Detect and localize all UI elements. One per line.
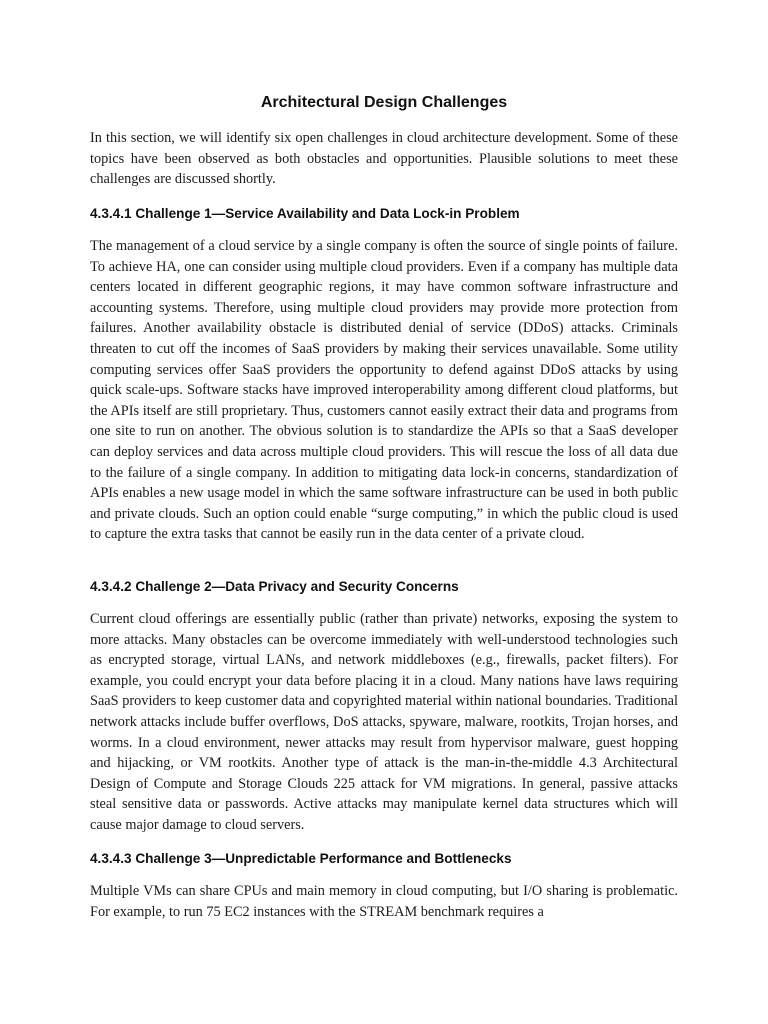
intro-paragraph: In this section, we will identify six open challenges in cloud architecture development. Some of these topics have been observed as both obstacles and opportunities. Plausible solutions to meet these challenges are discussed shortly. (90, 130, 678, 188)
section-heading-block (90, 577, 678, 597)
section-body-block (90, 236, 678, 545)
section-heading-challenge-1: 4.3.4.1 Challenge 1—Service Availability and Data Lock-in Problem (90, 206, 520, 221)
section-body-challenge-2: Current cloud offerings are essentially public (rather than private) networks, exposing the system to more attacks. Many obstacles can be overcome immediately with well-understood technologies such as encrypted storage, virtual LANs, and network middleboxes (e.g., firewalls, packet filters). For example, you could encrypt your data before placing it in a cloud. Many nations have laws requiring SaaS providers to keep customer data and copyrighted material within national boundaries. Traditional network attacks include buffer overflows, DoS attacks, spyware, malware, rootkits, Trojan horses, and worms. In a cloud environment, newer attacks may result from hypervisor malware, guest hopping and hijacking, or VM rootkits. Another type of attack is the man-in-the-middle 4.3 Architectural Design of Compute and Storage Clouds 225 attack for VM migrations. In general, passive attacks steal sensitive data or passwords. Active attacks may manipulate kernel data structures which will cause major damage to cloud servers. (90, 611, 678, 833)
section-body-challenge-1: The management of a cloud service by a single company is often the source of single points of failure. To achieve HA, one can consider using multiple cloud providers. Even if a company has multiple data centers located in different geographic regions, it may have common software infrastructure and accounting systems. Therefore, using multiple cloud providers may provide more protection from failures. Another availability obstacle is distributed denial of service (DDoS) attacks. Criminals threaten to cut off the incomes of SaaS providers by making their services unavailable. Some utility computing services offer SaaS providers the opportunity to defend against DDoS attacks by using quick scale-ups. Software stacks have improved interoperability among different cloud platforms, but the APIs itself are still proprietary. Thus, customers cannot easily extract their data and programs from one site to run on another. The obvious solution is to standardize the APIs so that a SaaS developer can deploy services and data across multiple cloud providers. This will rescue the loss of all data due to the failure of a single company. In addition to mitigating data lock-in concerns, standardization of APIs enables a new usage model in which the same software infrastructure can be used in both public and private clouds. Such an option could enable “surge computing,” in which the public cloud is used to capture the extra tasks that cannot be easily run in the data center of a private cloud. (90, 238, 678, 543)
section-body-block (90, 609, 678, 836)
section-heading-challenge-2: 4.3.4.2 Challenge 2—Data Privacy and Security Concerns (90, 579, 459, 594)
section-heading-challenge-3: 4.3.4.3 Challenge 3—Unpredictable Performance and Bottlenecks (90, 851, 512, 866)
section-heading-block (90, 204, 678, 224)
intro-paragraph-block (90, 128, 678, 190)
page-title: Architectural Design Challenges (260, 94, 508, 111)
section-body-challenge-3: Multiple VMs can share CPUs and main memory in cloud computing, but I/O sharing is problematic. For example, to run 75 EC2 instances with the STREAM benchmark requires a (90, 883, 678, 920)
section-heading-block (90, 849, 678, 869)
document-page (90, 0, 678, 1024)
section-body-block (90, 881, 678, 924)
